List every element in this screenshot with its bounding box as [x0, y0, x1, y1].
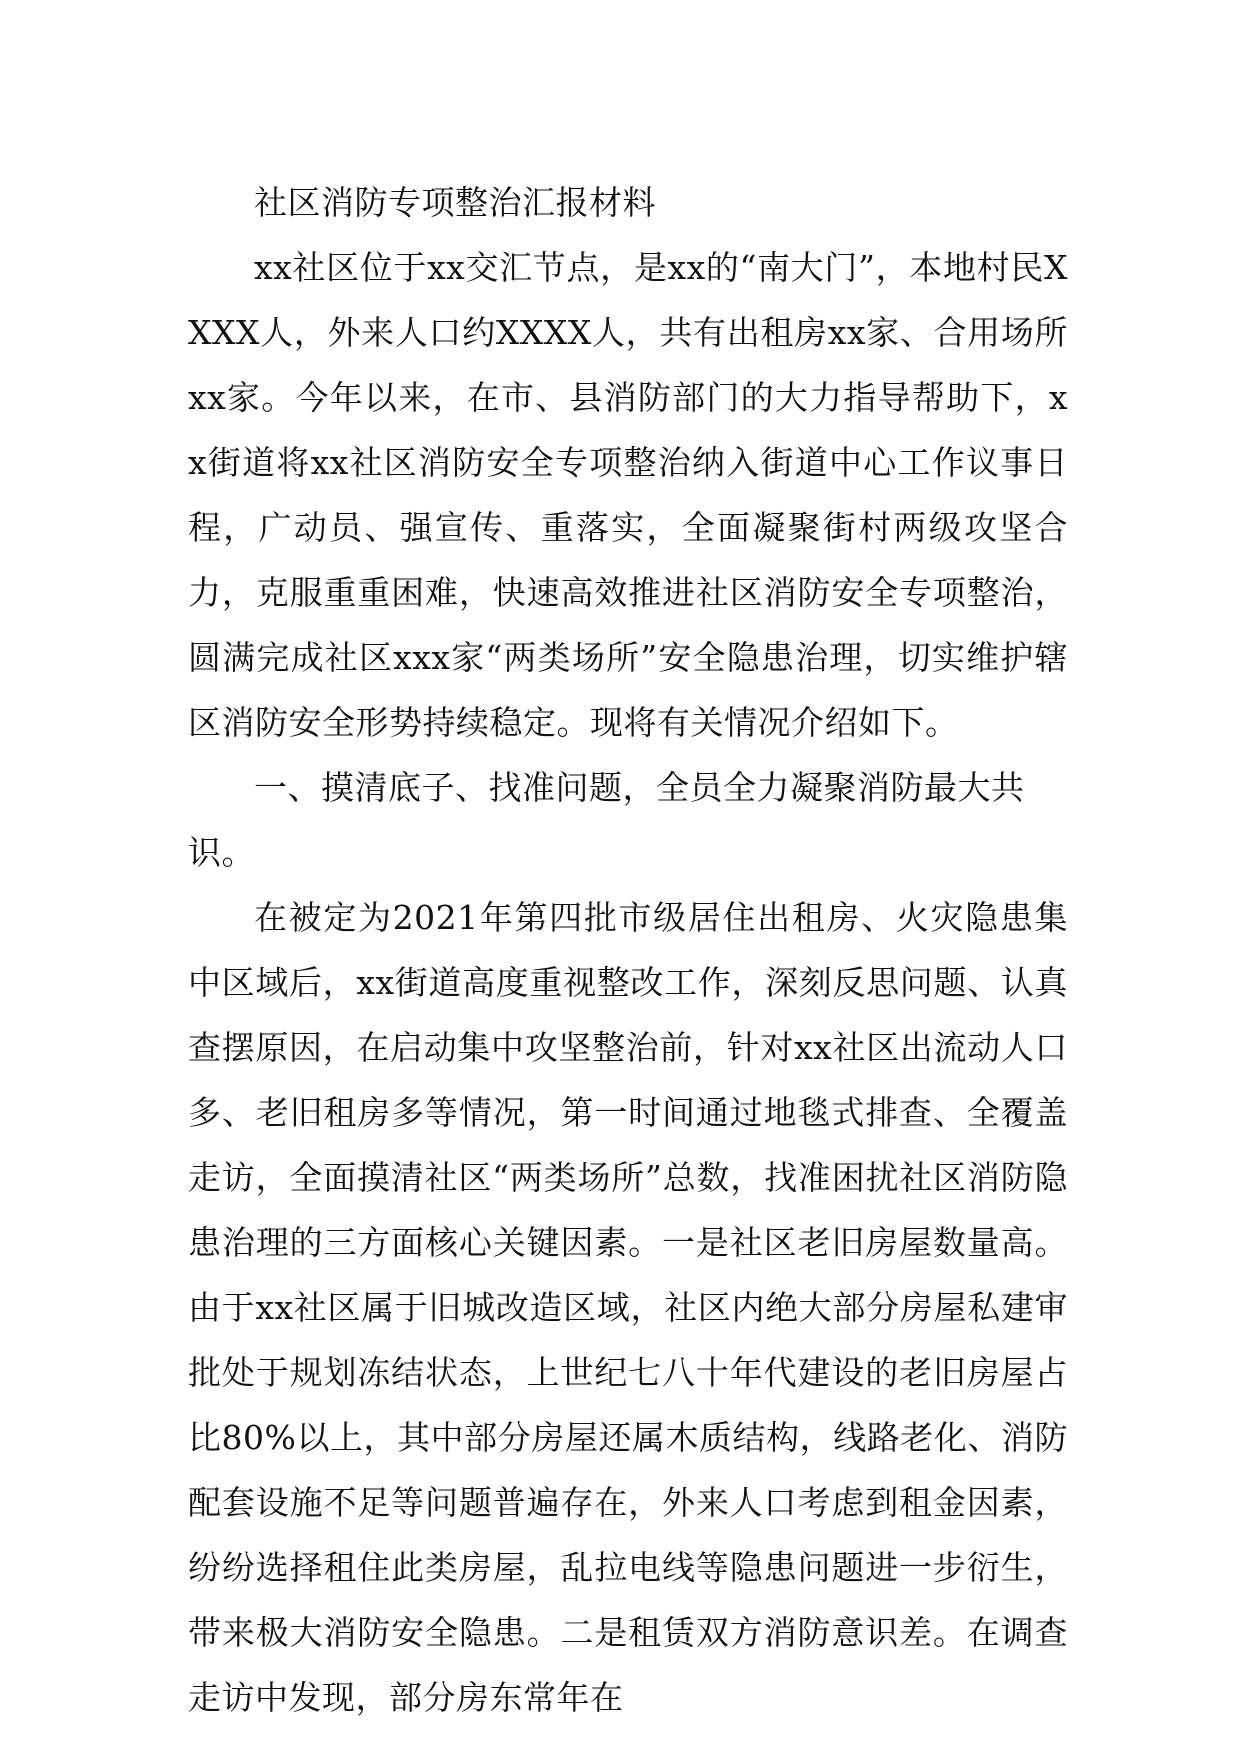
- section-heading: 一、摸清底子、找准问题，全员全力凝聚消防最大共识。: [188, 768, 1025, 872]
- intro-paragraph: xx社区位于xx交汇节点，是xx的“南大门”，本地村民XXXX人，外来人口约XXXX人，共有出租房xx家、合用场所xx家。今年以来，在市、县消防部门的大力指导帮助下，xx街道将xx社区消防安全专项整治纳入街道中心工作议事日程，广动员、强宣传、重落实，全面凝聚街村两级攻坚合力，克服重重困难，快速高效推进社区消防安全专项整治，圆满完成社区xxx家“两类场所”安全隐患治理，切实维护辖区消防安全形势持续稳定。现将有关情况介绍如下。: [188, 248, 1068, 742]
- section-paragraph: 在被定为2021年第四批市级居住出租房、火灾隐患集中区域后，xx街道高度重视整改工作，深刻反思问题、认真查摆原因，在启动集中攻坚整治前，针对xx社区出流动人口多、老旧租房多等情况，第一时间通过地毯式排查、全覆盖走访，全面摸清社区“两类场所”总数，找准困扰社区消防隐患治理的三方面核心关键因素。一是社区老旧房屋数量高。由于xx社区属于旧城改造区域，社区内绝大部分房屋私建审批处于规划冻结状态，上世纪七八十年代建设的老旧房屋占比80%以上，其中部分房屋还属木质结构，线路老化、消防配套设施不足等问题普遍存在，外来人口考虑到租金因素，纷纷选择租住此类房屋，乱拉电线等隐患问题进一步衍生，带来极大消防安全隐患。二是租赁双方消防意识差。在调查走访中发现，部分房东常年在: [188, 898, 1068, 1717]
- document-body: [188, 170, 1068, 1730]
- document-title: 社区消防专项整治汇报材料: [254, 183, 656, 222]
